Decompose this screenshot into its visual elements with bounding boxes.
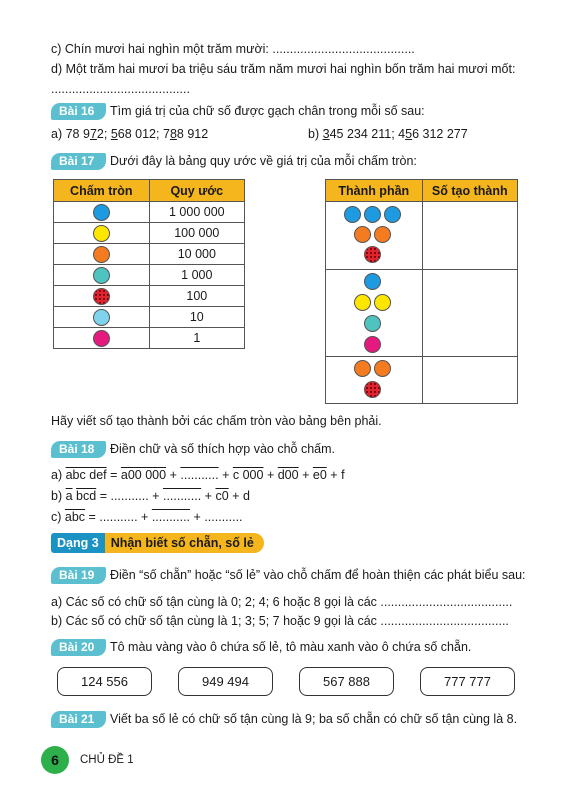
value-cell: 10: [149, 307, 244, 328]
bai17-title: Dưới đây là bảng quy ước về giá trị của mỗi chấm tròn:: [110, 154, 417, 168]
bai18-b-blank-2[interactable]: ...........: [162, 489, 202, 503]
blue-dot: [364, 206, 381, 223]
teal-dot: [364, 315, 381, 332]
orange-dot: [374, 360, 391, 377]
composition-cell-3: [326, 357, 423, 404]
number-box-2[interactable]: 949 494: [178, 667, 273, 696]
dot-cell: [54, 286, 150, 307]
header-quy-uoc: Quy ước: [149, 180, 244, 202]
blue-dot: [384, 206, 401, 223]
blue-dot: [364, 273, 381, 290]
exercise-d-line: d) Một trăm hai mươi ba triệu sáu trăm năm mươi hai nghìn bốn trăm hai mươi mốt:: [51, 62, 516, 76]
value-cell: 1 000: [149, 265, 244, 286]
chapter-label: CHỦ ĐỀ 1: [80, 754, 134, 766]
dot-cell: [54, 328, 150, 349]
dot-cell: [54, 223, 150, 244]
value-cell: 1 000 000: [149, 202, 244, 223]
color-dot: [93, 267, 110, 284]
color-dot: [93, 330, 110, 347]
exercise-c-line: c) Chín mươi hai nghìn một trăm mười: .........................................: [51, 42, 415, 56]
convention-row: [54, 328, 245, 349]
red-dotted-dot: [364, 381, 381, 398]
bai18-part-a: a) abc def = a00 000 + ........... + c 000 + d00 + e0 + f: [51, 468, 345, 482]
value-cell: 1: [149, 328, 244, 349]
red-dotted-dot: [364, 246, 381, 263]
bai16-part-a: a) 78 972; 568 012; 788 912: [51, 127, 209, 141]
exercise-d-blank: ........................................: [51, 82, 190, 96]
orange-dot: [354, 360, 371, 377]
bai18-c-blank-2[interactable]: ...........: [151, 510, 191, 524]
value-cell: 100 000: [149, 223, 244, 244]
yellow-dot: [374, 294, 391, 311]
color-dot: [93, 204, 110, 221]
convention-row: [54, 307, 245, 328]
number-box-4[interactable]: 777 777: [420, 667, 515, 696]
composition-table: [325, 179, 518, 404]
bai18-part-c: c) $\overline{abc}$ = ........... + ........... + ...........: [51, 510, 243, 524]
color-dot: [93, 225, 110, 242]
convention-row: [54, 202, 245, 223]
section-title: Nhận biết số chẵn, số lẻ: [105, 533, 264, 553]
number-box-3[interactable]: 567 888: [299, 667, 394, 696]
header-thanh-phan: Thành phần: [326, 180, 423, 202]
header-cham-tron: Chấm tròn: [54, 180, 150, 202]
number-box-1[interactable]: 124 556: [57, 667, 152, 696]
color-dot: [93, 288, 110, 305]
orange-dot: [374, 226, 391, 243]
convention-row: [54, 244, 245, 265]
bai18-a-blank[interactable]: ...........: [180, 468, 219, 482]
value-cell: 10 000: [149, 244, 244, 265]
convention-row: [54, 286, 245, 307]
bai18-c-blank-1[interactable]: ...........: [99, 510, 138, 524]
bai21-title: Viết ba số lẻ có chữ số tận cùng là 9; ba số chẵn có chữ số tận cùng là 8.: [110, 712, 518, 726]
composition-cell-2: [326, 270, 423, 357]
page-number: 6: [41, 746, 69, 774]
color-dot: [93, 309, 110, 326]
bai17-badge: Bài 17: [51, 153, 106, 170]
orange-dot: [354, 226, 371, 243]
bai18-badge: Bài 18: [51, 441, 106, 458]
answer-cell-2[interactable]: [422, 270, 517, 357]
bai19-title: Điền “số chẵn” hoặc “số lẻ” vào chỗ chấm để hoàn thiện các phát biểu sau:: [110, 568, 526, 582]
bai18-b-blank-1[interactable]: ...........: [110, 489, 149, 503]
header-so-tao-thanh: Số tạo thành: [422, 180, 517, 202]
bai20-title: Tô màu vàng vào ô chứa số lẻ, tô màu xanh vào ô chứa số chẵn.: [110, 640, 472, 654]
composition-cell-1: [326, 202, 423, 270]
bai16-badge: Bài 16: [51, 103, 106, 120]
convention-row: [54, 223, 245, 244]
yellow-dot: [354, 294, 371, 311]
answer-cell-3[interactable]: [422, 357, 517, 404]
value-cell: 100: [149, 286, 244, 307]
bai18-part-b: b) $\overline{a}$ $\overline{bcd}$ = ........... + ........... + c0 + d: [51, 489, 250, 503]
dot-cell: [54, 307, 150, 328]
bai20-badge: Bài 20: [51, 639, 106, 656]
dot-cell: [54, 244, 150, 265]
section-dang-3: [51, 533, 264, 553]
answer-cell-1[interactable]: [422, 202, 517, 270]
blue-dot: [344, 206, 361, 223]
section-number: Dạng 3: [51, 533, 105, 553]
bai19-badge: Bài 19: [51, 567, 106, 584]
bai19-part-a: a) Các số có chữ số tận cùng là 0; 2; 4; 6 hoặc 8 gọi là các ......................................: [51, 595, 513, 609]
pink-dot: [364, 336, 381, 353]
bai16-part-b: b) 345 234 211; 456 312 277: [308, 127, 468, 141]
convention-row: [54, 265, 245, 286]
dot-cell: [54, 265, 150, 286]
bai18-c-blank-3[interactable]: ...........: [204, 510, 243, 524]
color-dot: [93, 246, 110, 263]
bai21-badge: Bài 21: [51, 711, 106, 728]
bai19-part-b: b) Các số có chữ số tận cùng là 1; 3; 5; 7 hoặc 9 gọi là các .....................................: [51, 614, 509, 628]
dot-convention-table: [53, 179, 245, 349]
dot-cell: [54, 202, 150, 223]
bai16-title: Tìm giá trị của chữ số được gạch chân trong mỗi số sau:: [110, 104, 425, 118]
bai17-instruction: Hãy viết số tạo thành bởi các chấm tròn vào bảng bên phải.: [51, 414, 382, 428]
bai18-title: Điền chữ và số thích hợp vào chỗ chấm.: [110, 442, 336, 456]
